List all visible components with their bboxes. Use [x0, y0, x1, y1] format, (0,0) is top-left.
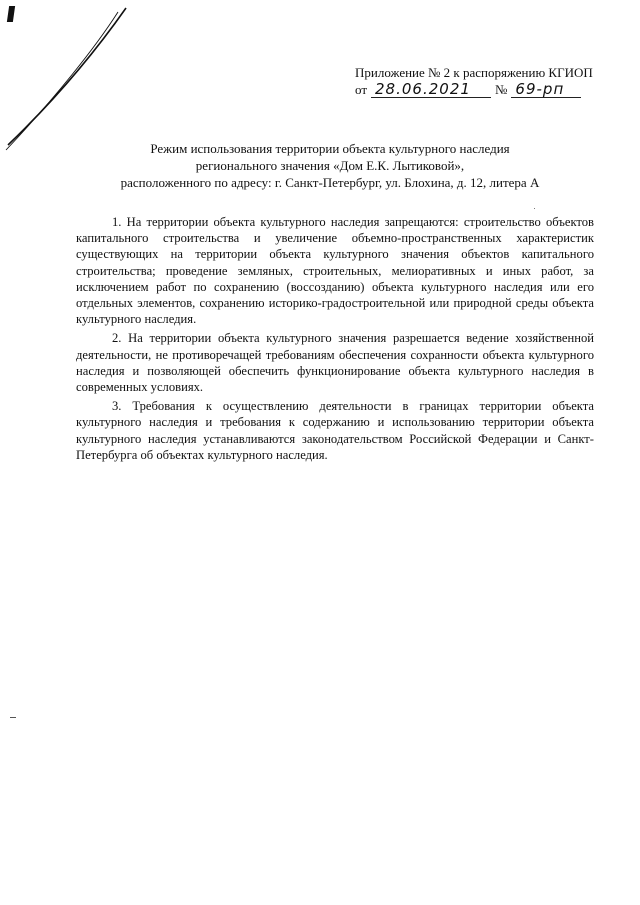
- title-line-1: Режим использования территории объекта культурного наследия: [150, 141, 510, 156]
- document-title: [60, 140, 600, 191]
- attachment-title: Приложение № 2 к распоряжению КГИОП: [355, 65, 593, 80]
- diagonal-cancel-stroke: [0, 0, 140, 160]
- scan-speck: [534, 208, 535, 209]
- handwritten-number: 69-рп: [511, 81, 581, 98]
- number-label: №: [495, 82, 508, 97]
- handwritten-date: 28.06.2021: [371, 81, 491, 98]
- from-label: от: [355, 82, 368, 97]
- paragraph-1: 1. На территории объекта культурного наследия запрещаются: строительство объектов капитального строительства и увеличение объемно-пространственных характеристик существующих на территории объекта культурного значения объектов капитального строительства; проведение земляных, строительных, мелиоративных и иных работ, за исключением работ по сохранению (воссозданию) объекта культурного наследия или его отдельных элементов, сохранению историко-градостроительной или природной среды объекта культурного наследия.: [76, 215, 594, 327]
- attachment-date-number: [355, 81, 615, 98]
- title-line-3: расположенного по адресу: г. Санкт-Петербург, ул. Блохина, д. 12, литера А: [120, 175, 540, 190]
- paragraph-2: 2. На территории объекта культурного значения разрешается ведение хозяйственной деятельности, не противоречащей требованиям обеспечения сохранности объекта культурного наследия и позволяющей обеспечить функционирование объекта культурного наследия в современных условиях.: [76, 331, 594, 395]
- paragraph-3: 3. Требования к осуществлению деятельности в границах территории объекта культурного наследия и требования к содержанию и использованию территории объекта культурного наследия устанавливаются законодательством Российской Федерации и Санкт-Петербурга об объектах культурного наследия.: [76, 399, 594, 462]
- attachment-reference: [355, 64, 615, 98]
- title-line-2: регионального значения «Дом Е.К. Лытиковой»,: [195, 158, 465, 173]
- document-body: [76, 214, 594, 466]
- margin-mark: [10, 717, 16, 718]
